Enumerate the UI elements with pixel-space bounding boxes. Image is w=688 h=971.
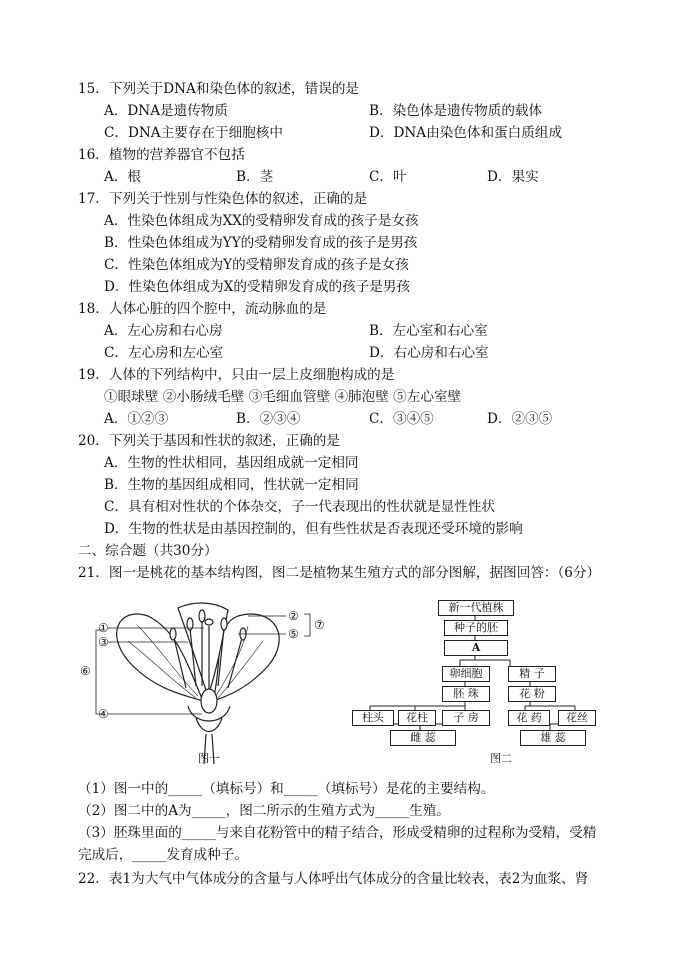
q15-stem: 15．下列关于DNA和染色体的叙述，错误的是 <box>78 81 360 97</box>
box-filament: 花丝 <box>558 710 596 726</box>
q20-option-b: B．生物的基因组成相同，性状就一定相同 <box>104 477 359 493</box>
label-3: ③ <box>98 635 109 649</box>
box-embryo: 种子的胚 <box>444 620 508 636</box>
label-7: ⑦ <box>314 618 325 632</box>
box-pistil: 雌 蕊 <box>390 730 456 746</box>
q18-option-d: D．右心房和右心室 <box>369 345 489 361</box>
box-stamen: 雄 蕊 <box>520 730 586 746</box>
q20-stem: 20．下列关于基因和性状的叙述，正确的是 <box>78 433 340 449</box>
figure-1-caption: 图一 <box>198 752 220 765</box>
label-2: ② <box>288 609 299 623</box>
q19-option-a: A．①②③ <box>104 411 169 427</box>
q16-option-d: D．果实 <box>487 169 539 185</box>
label-6: ⑥ <box>80 664 91 678</box>
q16-option-b: B．茎 <box>236 169 274 185</box>
q16-option-a: A．根 <box>104 169 142 185</box>
q19-option-d: D．②③⑤ <box>487 411 553 427</box>
figure-2-caption: 图二 <box>490 752 512 765</box>
q17-option-b: B．性染色体组成为YY的受精卵发育成的孩子是男孩 <box>104 235 418 251</box>
section-heading: 二、综合题（共30分） <box>78 543 218 559</box>
q19-option-b: B．②③④ <box>236 411 301 427</box>
q17-option-d: D．性染色体组成为X的受精卵发育成的孩子是男孩 <box>104 279 411 295</box>
box-egg-cell: 卵细胞 <box>442 666 490 682</box>
label-5: ⑤ <box>288 627 299 641</box>
q20-option-d: D．生物的性状是由基因控制的，但有些性状是否表现还受环境的影响 <box>104 521 523 537</box>
q20-option-a: A．生物的性状相同，基因组成就一定相同 <box>104 455 359 471</box>
figure-1-flower <box>78 596 338 766</box>
box-a: A <box>444 640 508 656</box>
q21-sub3-line1: （3）胚珠里面的_____与来自花粉管中的精子结合，形成受精卵的过程称为受精，受精 <box>78 825 597 841</box>
q21-sub3-line2: 完成后，_____发育成种子。 <box>78 847 248 863</box>
box-pollen: 花 粉 <box>508 686 556 702</box>
q15-option-b: B．染色体是遗传物质的载体 <box>369 103 543 119</box>
q15-option-a: A．DNA是遗传物质 <box>104 103 228 119</box>
box-ovary: 子 房 <box>442 710 490 726</box>
q15-option-d: D．DNA由染色体和蛋白质组成 <box>369 125 563 141</box>
q15-option-c: C．DNA主要存在于细胞核中 <box>104 125 283 141</box>
figure-2-diagram <box>350 596 600 746</box>
q17-option-c: C．性染色体组成为Y的受精卵发育成的孩子是女孩 <box>104 257 409 273</box>
box-ovule: 胚 珠 <box>442 686 490 702</box>
q19-stem: 19．人体的下列结构中，只由一层上皮细胞构成的是 <box>78 367 395 383</box>
q18-option-c: C．左心房和左心室 <box>104 345 224 361</box>
q19-option-c: C．③④⑤ <box>369 411 434 427</box>
box-sperm: 精 子 <box>508 666 556 682</box>
flower-diagram <box>78 596 338 766</box>
q21-sub1: （1）图一中的_____（填标号）和_____（填标号）是花的主要结构。 <box>78 781 495 797</box>
q17-option-a: A．性染色体组成为XX的受精卵发育成的孩子是女孩 <box>104 213 419 229</box>
q17-stem: 17．下列关于性别与性染色体的叙述，正确的是 <box>78 191 368 207</box>
q18-option-a: A．左心房和右心房 <box>104 323 223 339</box>
q16-option-c: C．叶 <box>369 169 407 185</box>
q21-stem: 21．图一是桃花的基本结构图，图二是植物某生殖方式的部分图解，据图回答：（6分） <box>78 565 601 581</box>
q21-sub2: （2）图二中的A为_____，图二所示的生殖方式为_____生殖。 <box>78 803 450 819</box>
box-anther: 花 药 <box>508 710 550 726</box>
q22-stem: 22．表1为大气中气体成分的含量与人体呼出气体成分的含量比较表，表2为血浆、肾 <box>78 871 589 887</box>
box-stigma: 柱头 <box>352 710 394 726</box>
q18-option-b: B．左心室和右心室 <box>369 323 488 339</box>
label-1: ① <box>98 621 109 635</box>
label-4: ④ <box>98 707 109 721</box>
q19-items: ①眼球壁 ②小肠绒毛壁 ③毛细血管壁 ④肺泡壁 ⑤左心室壁 <box>104 389 462 405</box>
box-new-plant: 新一代植株 <box>438 600 514 616</box>
q16-stem: 16．植物的营养器官不包括 <box>78 147 245 163</box>
box-style: 花柱 <box>398 710 436 726</box>
q20-option-c: C．具有相对性状的个体杂交，子一代表现出的性状就是显性性状 <box>104 499 496 515</box>
q18-stem: 18．人体心脏的四个腔中，流动脉血的是 <box>78 301 327 317</box>
